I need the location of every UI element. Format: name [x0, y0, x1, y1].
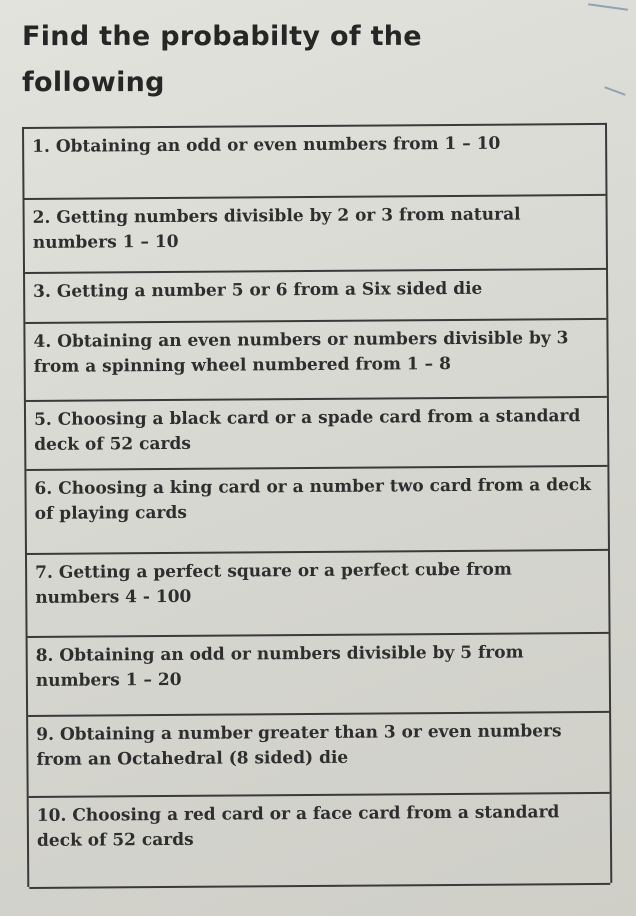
table-row: 10. Choosing a red card or a face card from a standard deck of 52 cards: [29, 794, 611, 889]
table-row: 1. Obtaining an odd or even numbers from 1 – 10: [24, 125, 605, 200]
title-line-2: following: [22, 67, 165, 98]
table-row: 2. Getting numbers divisible by 2 or 3 from natural numbers 1 – 10: [25, 196, 607, 274]
page-title: [22, 14, 442, 106]
table-row: 5. Choosing a black card or a spade card from a standard deck of 52 cards: [26, 398, 607, 471]
table-row: 8. Obtaining an odd or numbers divisible by 5 from numbers 1 – 20: [28, 634, 610, 717]
decorative-line: [604, 86, 625, 95]
title-line-1: Find the probabilty of the: [22, 21, 422, 52]
problems-table: [22, 123, 612, 887]
decorative-line: [588, 3, 628, 11]
table-row: 9. Obtaining a number greater than 3 or even numbers from an Octahedral (8 sided) die: [28, 713, 610, 798]
table-row: 4. Obtaining an even numbers or numbers divisible by 3 from a spinning wheel numbered from 1 – 8: [25, 320, 607, 402]
table-row: 6. Choosing a king card or a number two card from a deck of playing cards: [26, 467, 608, 555]
table-row: 7. Getting a perfect square or a perfect cube from numbers 4 - 100: [27, 551, 609, 638]
table-row: 3. Getting a number 5 or 6 from a Six sided die: [25, 270, 606, 324]
